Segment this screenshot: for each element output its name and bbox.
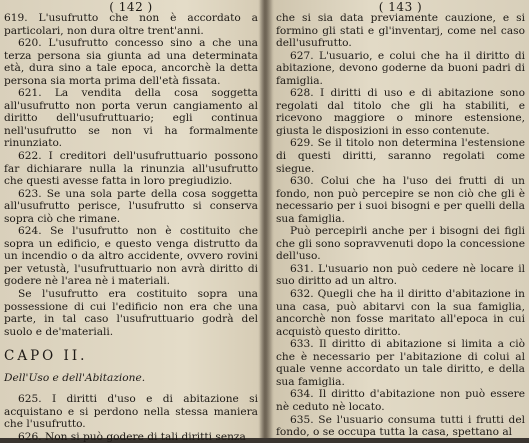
paragraph: 631. L'usuario non può cedere nè locare il suo diritto ad un altro. xyxy=(276,262,525,288)
paragraph: 620. L'usufrutto concesso sino a che una terza persona sia giunta ad una determinata età, dura sino a tale epoca, ancorchè la detta persona sia morta prima dell'età fissata. xyxy=(4,37,258,87)
paragraph: Può percepirli anche per i bisogni dei figli che gli sono sopravvenuti dopo la concessione dell'uso. xyxy=(276,225,525,263)
paragraph: 619. L'usufrutto che non è accordato a particolari, non dura oltre trent'anni. xyxy=(4,12,258,37)
paragraph: 621. La vendita della cosa soggetta all'usufrutto non porta verun cangiamento al diritto dell'usufruttuario; egli continua nell'usufrutto se non vi ha formalmente rinunziato. xyxy=(4,87,258,150)
right-page xyxy=(276,0,525,438)
paragraph: 634. Il diritto d'abitazione non può essere nè ceduto nè locato. xyxy=(276,388,525,413)
paragraph: 635. Se l'usuario consuma tutti i frutti del fondo, o se occupa tutta la casa, spettano al xyxy=(276,413,525,439)
page-text xyxy=(276,12,525,439)
paragraph: 624. Se l'usufrutto non è costituito che sopra un edificio, e questo venga distrutto da un incendio o da altro accidente, ovvero rovini per vetustà, l'usufruttuario non avrà diritto di godere nè l'area nè i materiali. xyxy=(4,225,258,288)
paragraph: 625. I diritti d'uso e di abitazione si acquistano e si perdono nella stessa maniera che l'usufrutto. xyxy=(4,393,258,431)
paragraph: 626. Non si può godere di tali diritti senza xyxy=(18,430,246,443)
paragraph: 633. Il diritto di abitazione si limita a ciò che è necessario per l'abitazione di colui al quale venne accordato un tale diritto, e della sua famiglia. xyxy=(276,338,525,388)
paragraph-group xyxy=(4,393,258,443)
book-gutter xyxy=(258,0,274,438)
paragraph: 622. I creditori dell'usufruttuario possono far dichiarare nulla la rinunzia all'usufrutto che questi avesse fatta in loro pregiudizio. xyxy=(4,150,258,188)
paragraph-group xyxy=(4,12,258,338)
paragraph-group xyxy=(276,12,525,439)
paragraph: 630. Colui che ha l'uso dei frutti di un fondo, non può percepire se non ciò che gli è necessario per i suoi bisogni e per quelli della sua famiglia. xyxy=(276,175,525,225)
paragraph: Se l'usufrutto era costituito sopra una possessione di cui l'edificio non era che una parte, in tal caso l'usufruttuario godrà del suolo e de'materiali. xyxy=(4,288,258,338)
paragraph: 623. Se una sola parte della cosa soggetta all'usufrutto perisce, l'usufrutto si conserva sopra ciò che rimane. xyxy=(4,187,258,225)
left-page xyxy=(4,0,258,443)
page-text xyxy=(4,12,258,443)
paragraph: 632. Quegli che ha il diritto d'abitazione in una casa, può abitarvi con la sua famiglia, ancorchè non fosse maritato all'epoca in cui acquistò questo diritto. xyxy=(276,288,525,338)
chapter-title: CAPO II. xyxy=(4,348,88,365)
page-number: ( 143 ) xyxy=(378,0,423,14)
paragraph: 628. I diritti di uso e di abitazione sono regolati dal titolo che gli ha stabiliti, e ricevono maggiore o minore estensione, giusta le disposizioni in esso contenute. xyxy=(276,87,525,137)
page-number: ( 142 ) xyxy=(109,0,153,14)
paragraph: 627. L'usuario, e colui che ha il diritto di abitazione, devono goderne da buoni padri di famiglia. xyxy=(276,49,525,87)
paragraph: che si sia data previamente cauzione, e si formino gli stati e gl'inventarj, come nel caso dell'usufrutto. xyxy=(276,12,525,50)
paragraph: 629. Se il titolo non determina l'estensione di questi diritti, saranno regolati come siegue. xyxy=(276,137,525,175)
chapter-subtitle: Dell'Uso e dell'Abitazione. xyxy=(4,372,146,385)
